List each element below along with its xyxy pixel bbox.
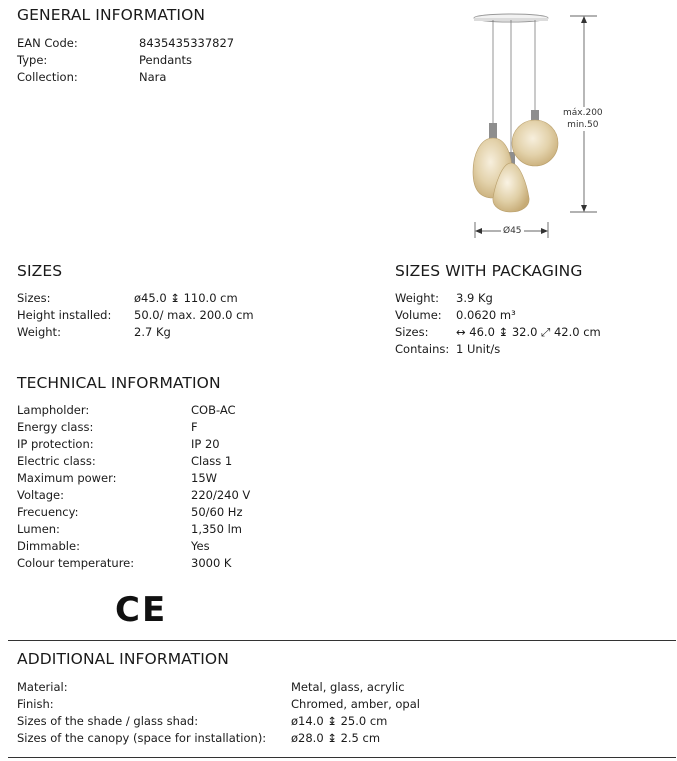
additional-value: ø28.0 ↨ 2.5 cm <box>291 731 381 745</box>
technical-value: COB-AC <box>191 403 236 417</box>
general-value: Pendants <box>139 53 193 67</box>
technical-label: Electric class: <box>17 454 96 468</box>
general-label: EAN Code: <box>17 36 78 50</box>
technical-value: 15W <box>191 471 218 485</box>
height-label <box>563 107 603 131</box>
technical-label: Energy class: <box>17 420 94 434</box>
additional-title: ADDITIONAL INFORMATION <box>17 650 229 668</box>
sizes-value: ø45.0 ↨ 110.0 cm <box>134 291 238 305</box>
technical-title: TECHNICAL INFORMATION <box>17 374 221 392</box>
additional-value: Chromed, amber, opal <box>291 697 420 711</box>
height-max-label: máx.200 <box>563 108 603 118</box>
sizes-value: 50.0/ max. 200.0 cm <box>134 308 254 322</box>
packaging-label: Volume: <box>395 308 442 322</box>
technical-label: Colour temperature: <box>17 556 135 570</box>
packaging-value: 1 Unit/s <box>456 342 501 356</box>
section-divider <box>8 640 676 641</box>
technical-label: IP protection: <box>17 437 94 451</box>
technical-value: 1,350 lm <box>191 522 242 536</box>
general-label: Type: <box>17 53 48 67</box>
socket-left <box>489 123 497 139</box>
section-divider-bottom <box>8 757 676 758</box>
general-value: Nara <box>139 70 167 84</box>
sizes-label: Weight: <box>17 325 61 339</box>
packaging-value: 0.0620 m³ <box>456 308 516 322</box>
additional-label: Material: <box>17 680 68 694</box>
technical-value: 3000 K <box>191 556 232 570</box>
sizes-title: SIZES <box>17 262 63 280</box>
technical-label: Frecuency: <box>17 505 79 519</box>
general-value: 8435435337827 <box>139 36 235 50</box>
additional-label: Sizes of the canopy (space for installation): <box>17 731 267 745</box>
product-drawing <box>440 0 640 250</box>
additional-label: Finish: <box>17 697 54 711</box>
technical-value: IP 20 <box>191 437 220 451</box>
sizes-label: Sizes: <box>17 291 51 305</box>
technical-value: Class 1 <box>191 454 233 468</box>
additional-label: Sizes of the shade / glass shad: <box>17 714 199 728</box>
sizes-label: Height installed: <box>17 308 112 322</box>
shade-globe <box>512 120 558 166</box>
packaging-value: 3.9 Kg <box>456 291 493 305</box>
technical-label: Lampholder: <box>17 403 90 417</box>
packaging-title: SIZES WITH PACKAGING <box>395 262 583 280</box>
technical-label: Dimmable: <box>17 539 80 553</box>
technical-value: 220/240 V <box>191 488 251 502</box>
additional-value: ø14.0 ↨ 25.0 cm <box>291 714 388 728</box>
width-label: Ø45 <box>503 226 522 236</box>
ce-mark: CE <box>115 590 168 630</box>
sizes-value: 2.7 Kg <box>134 325 171 339</box>
technical-value: F <box>191 420 198 434</box>
packaging-label: Sizes: <box>395 325 429 339</box>
technical-value: Yes <box>191 539 210 553</box>
additional-value: Metal, glass, acrylic <box>291 680 405 694</box>
technical-label: Lumen: <box>17 522 60 536</box>
technical-value: 50/60 Hz <box>191 505 243 519</box>
height-min-label: min.50 <box>567 120 599 130</box>
technical-label: Maximum power: <box>17 471 117 485</box>
packaging-value: ↔ 46.0 ↨ 32.0 ⤢ 42.0 cm <box>456 325 601 339</box>
technical-label: Voltage: <box>17 488 65 502</box>
general-title: GENERAL INFORMATION <box>17 6 206 24</box>
packaging-label: Weight: <box>395 291 439 305</box>
packaging-label: Contains: <box>395 342 450 356</box>
general-label: Collection: <box>17 70 78 84</box>
